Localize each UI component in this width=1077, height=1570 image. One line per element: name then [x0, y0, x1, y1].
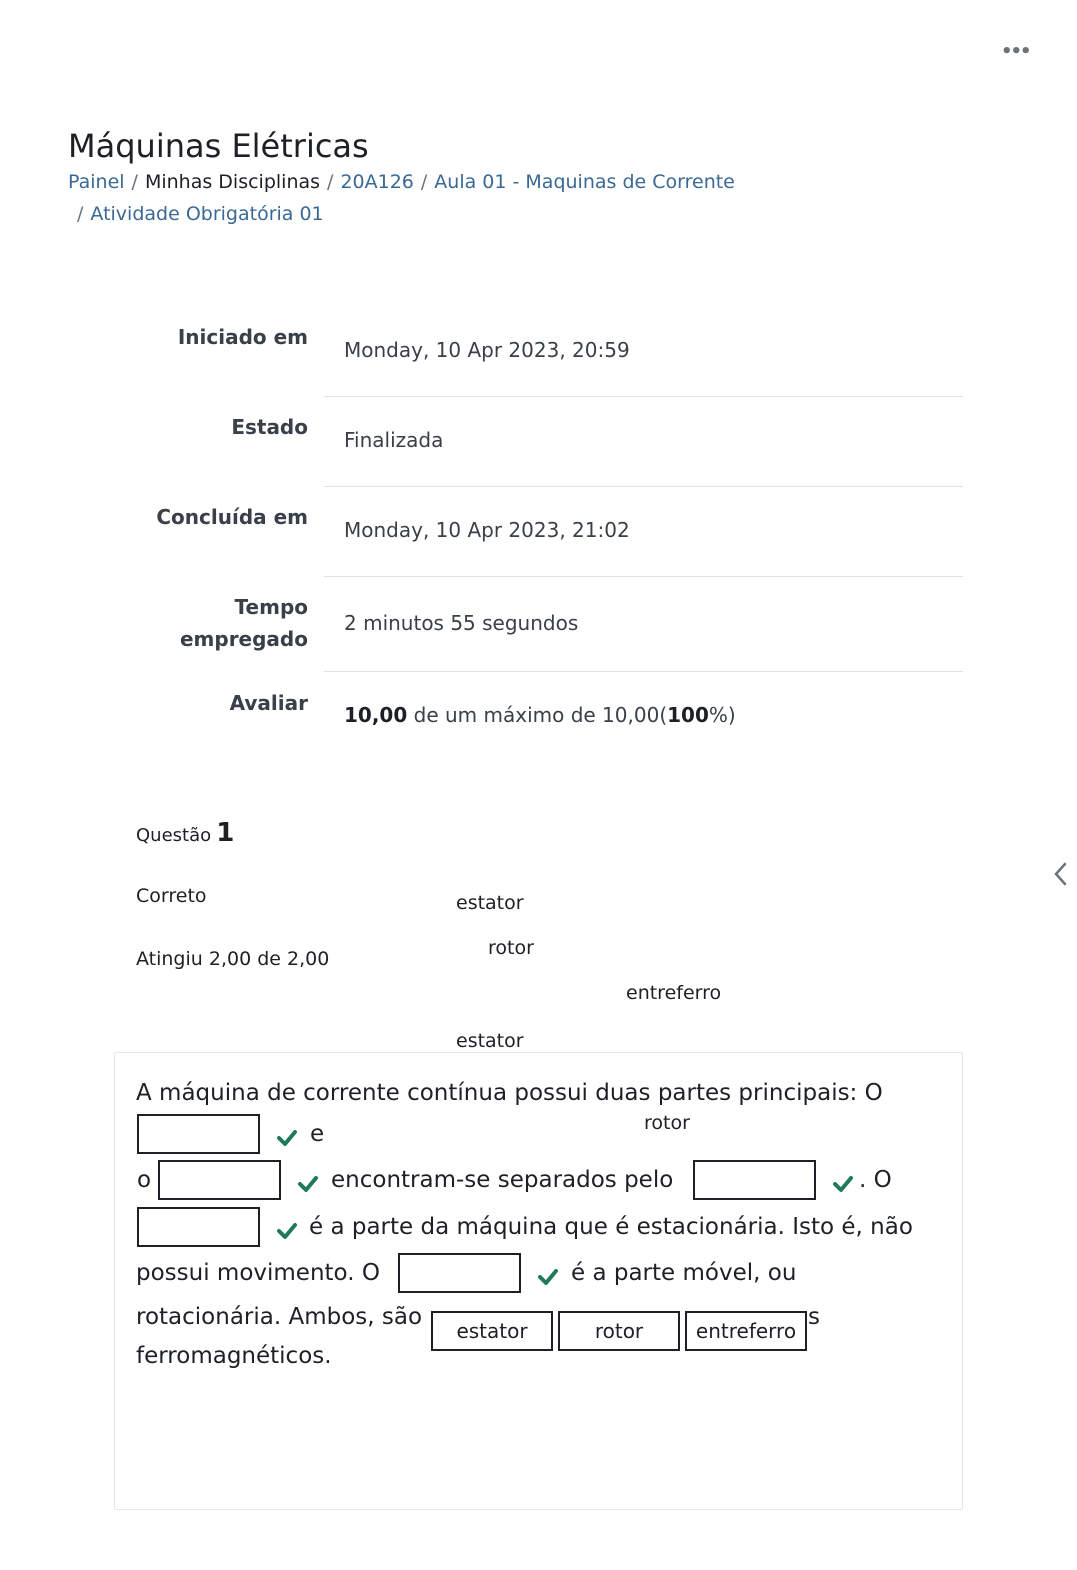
question-text-line-1: A máquina de corrente contínua possui duas partes principais: O [136, 1080, 883, 1106]
choice-rotor[interactable]: rotor [558, 1311, 680, 1351]
choice-estator[interactable]: estator [431, 1311, 553, 1351]
breadcrumb-activity[interactable]: Atividade Obrigatória 01 [90, 203, 324, 225]
check-icon [297, 1173, 319, 1195]
time-label-line-1: Tempo [234, 595, 308, 619]
completed-value: Monday, 10 Apr 2023, 21:02 [344, 518, 630, 542]
question-text-stationary: é a parte da máquina que é estacionária. Isto é, não [309, 1214, 913, 1240]
question-mark: Atingiu 2,00 de 2,00 [136, 948, 330, 970]
breadcrumb-separator: / [327, 171, 334, 193]
started-label: Iniciado em [177, 325, 308, 349]
question-number-value: 1 [216, 818, 235, 848]
state-label: Estado [231, 415, 308, 439]
time-label [68, 591, 308, 655]
divider [324, 576, 963, 577]
question-text-o: o [137, 1167, 152, 1193]
check-icon [832, 1173, 854, 1195]
grade-score: 10,00 [344, 703, 408, 727]
drop-zone-5[interactable] [398, 1253, 521, 1293]
question-text-e: e [310, 1121, 325, 1147]
breadcrumb-lesson[interactable]: Aula 01 - Maquinas de Corrente [434, 171, 735, 193]
chevron-left-icon[interactable] [1053, 862, 1069, 886]
time-label-line-2: empregado [179, 627, 308, 651]
breadcrumb-separator: / [420, 171, 428, 193]
grade-label: Avaliar [229, 691, 308, 715]
drop-zone-1[interactable] [137, 1114, 260, 1154]
divider [324, 396, 963, 397]
drop-zone-3[interactable] [693, 1160, 816, 1200]
grade-percent: 100 [667, 703, 709, 727]
divider [324, 671, 963, 672]
drag-word: estator [456, 892, 524, 914]
drag-word: rotor [644, 1112, 690, 1134]
page-title: Máquinas Elétricas [68, 127, 369, 165]
grade-value [344, 703, 736, 727]
question-text-tail: s [808, 1304, 820, 1330]
breadcrumb-course-code[interactable]: 20A126 [340, 171, 414, 193]
divider [324, 486, 963, 487]
grade-max: de um máximo de 10,00( [407, 703, 668, 727]
time-value: 2 minutos 55 segundos [344, 611, 579, 635]
drop-zone-2[interactable] [158, 1160, 281, 1200]
more-options-icon[interactable]: ••• [1001, 41, 1030, 62]
breadcrumb-painel[interactable]: Painel [68, 171, 125, 193]
breadcrumb-separator: / [131, 171, 138, 193]
check-icon [276, 1127, 298, 1149]
breadcrumb-separator: / [77, 203, 84, 225]
choice-entreferro[interactable]: entreferro [685, 1311, 807, 1351]
check-icon [537, 1266, 559, 1288]
question-text-mobile: é a parte móvel, ou [571, 1260, 797, 1286]
breadcrumb-line-2 [70, 203, 324, 225]
question-text-rotational: rotacionária. Ambos, são [136, 1304, 423, 1330]
question-text-dot-o: . O [859, 1167, 892, 1193]
drag-word: estator [434, 1030, 546, 1052]
question-text-last: ferromagnéticos. [136, 1343, 332, 1369]
drag-word: entreferro [626, 982, 722, 1004]
breadcrumb-minhas-disciplinas: Minhas Disciplinas [144, 171, 321, 193]
question-number [136, 818, 234, 848]
breadcrumb [68, 171, 735, 193]
state-value: Finalizada [344, 428, 444, 452]
drag-word: rotor [488, 937, 534, 959]
grade-percent-suffix: %) [708, 703, 736, 727]
question-label: Questão [136, 825, 212, 846]
started-value: Monday, 10 Apr 2023, 20:59 [344, 338, 630, 362]
question-status: Correto [136, 885, 207, 907]
question-text-separated: encontram-se separados pelo [331, 1167, 674, 1193]
check-icon [276, 1220, 298, 1242]
drop-zone-4[interactable] [137, 1207, 260, 1247]
question-text-movement: possui movimento. O [136, 1260, 380, 1286]
completed-label: Concluída em [156, 505, 308, 529]
